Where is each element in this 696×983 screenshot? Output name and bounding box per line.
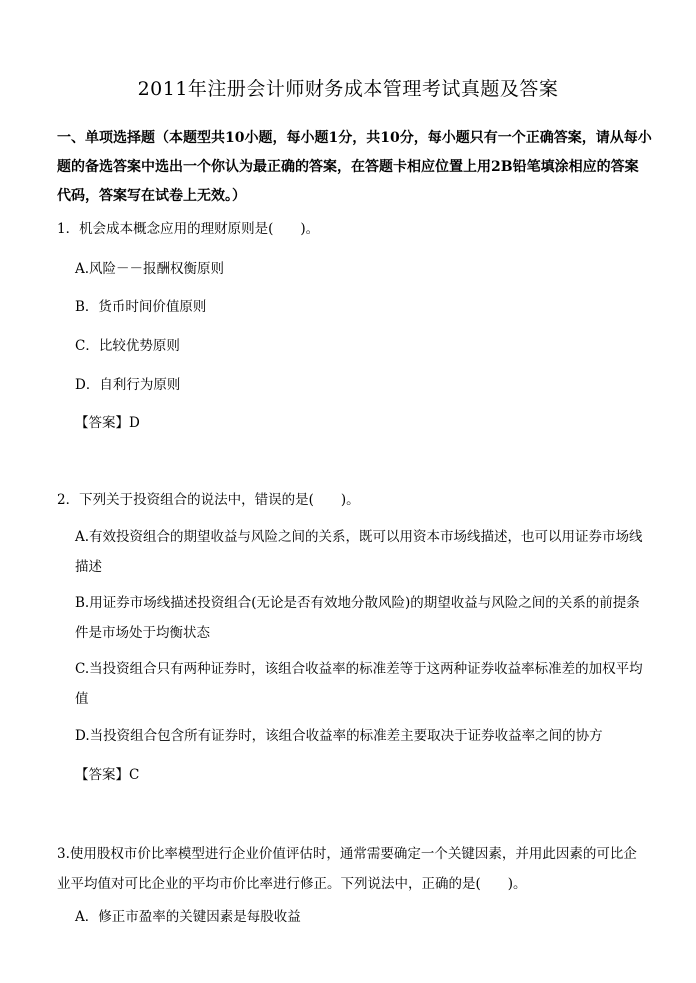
question-2-stem: 2．下列关于投资组合的说法中，错误的是( )。 xyxy=(57,492,360,508)
question-3-option-a: A．修正市盈率的关键因素是每股收益 xyxy=(75,909,301,925)
question-1-option-b: B．货币时间价值原则 xyxy=(75,299,207,315)
question-1-option-d: D．自利行为原则 xyxy=(75,377,181,393)
section-heading: 一、单项选择题（本题型共10小题，每小题1分，共10分，每小题只有一个正确答案，请从每小题的备选答案中选出一个你认为最正确的答案，在答题卡相应位置上用2B铅笔填涂相应的答案代码，答案写在试卷上无效。） xyxy=(57,130,652,204)
question-3-stem: 3.使用股权市价比率模型进行企业价值评估时，通常需要确定一个关键因素，并用此因素的可比企业平均值对可比企业的平均市价比率进行修正。下列说法中，正确的是( )。 xyxy=(57,846,637,892)
question-1-answer: 【答案】D xyxy=(75,415,140,431)
question-2-option-b: B.用证券市场线描述投资组合(无论是否有效地分散风险)的期望收益与风险之间的关系的前提条件是市场处于均衡状态 xyxy=(75,595,640,641)
question-2-answer: 【答案】C xyxy=(75,767,140,783)
question-2-option-a: A.有效投资组合的期望收益与风险之间的关系，既可以用资本市场线描述，也可以用证券市场线描述 xyxy=(75,529,643,575)
page-title: 2011年注册会计师财务成本管理考试真题及答案 xyxy=(137,78,559,100)
question-2-option-d: D.当投资组合包含所有证券时，该组合收益率的标准差主要取决于证券收益率之间的协方 xyxy=(75,728,603,744)
question-1-option-c: C．比较优势原则 xyxy=(75,338,180,354)
question-1-stem: 1．机会成本概念应用的理财原则是( )。 xyxy=(57,221,320,237)
question-1-option-a: A.风险－－报酬权衡原则 xyxy=(75,261,225,277)
question-2-option-c: C.当投资组合只有两种证券时，该组合收益率的标准差等于这两种证券收益率标准差的加权平均值 xyxy=(75,661,643,707)
